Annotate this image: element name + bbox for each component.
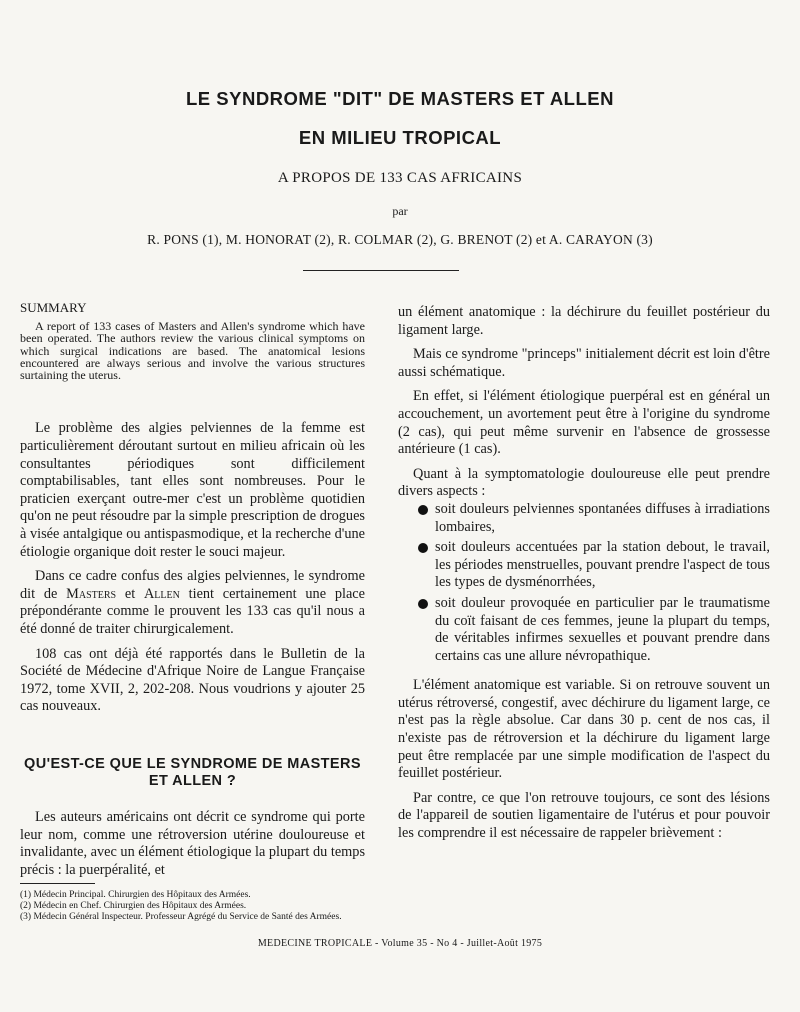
p2-text-b: tient certainement une place prépondérante comme le prouvent les 133 cas qu'il nous a été donné de traiter chirurgicalement.: [20, 585, 365, 638]
footnote-divider: [20, 883, 95, 884]
footnote-2: (2) Médecin en Chef. Chirurgien des Hôpitaux des Armées.: [20, 901, 247, 911]
bullet-icon: [418, 599, 428, 609]
article-title-line-1: LE SYNDROME "DIT" DE MASTERS ET ALLEN: [186, 88, 614, 109]
title-divider: [303, 270, 459, 271]
author-allen: Allen: [143, 585, 180, 602]
p2-text-et: et: [116, 585, 144, 602]
author-masters: Masters: [66, 585, 117, 602]
right-paragraph-1: un élément anatomique : la déchirure du feuillet postérieur du ligament large.: [398, 304, 770, 338]
article-title-line-2: EN MILIEU TROPICAL: [298, 127, 502, 148]
left-paragraph-1: Le problème des algies pelviennes de la femme est particulièrement déroutant surtout en milieu africain où les consultantes périodiques sont difficilement comptabilisables, tant elles sont nombreuses. Pour le praticien exerçant outre-mer c'est un problème quotidien qu'on ne peut résoudre par la simple prescription de drogues à visée antalgique ou antispasmodique, et la recherche d'une étiologie organique doit rester le souci majeur.: [20, 420, 365, 560]
section-heading: [20, 756, 365, 790]
list-item-text: soit douleurs pelviennes spontanées diffuses à irradiations lombaires,: [435, 500, 770, 535]
left-paragraph-3: 108 cas ont déjà été rapportés dans le Bulletin de la Société de Médecine d'Afrique Noire de Langue Française 1972, tome XVII, 2, 202-208. Nous voudrions y ajouter 25 cas nouveaux.: [20, 645, 365, 715]
right-column: [398, 304, 770, 843]
right-paragraph-5: L'élément anatomique est variable. Si on retrouve souvent un utérus rétroversé, congestif, avec déchirure du ligament large, ce n'est pas la règle absolue. Car dans 30 p. cent de nos cas, il n'existe pas de rétroversion et la déchirure du ligament large peut être remplacée par une simple modification de l'aspect du feuillet postérieur.: [398, 677, 770, 782]
footnote-1: (1) Médecin Principal. Chirurgien des Hôpitaux des Armées.: [20, 890, 251, 900]
list-item: [398, 539, 770, 592]
list-item-text: soit douleur provoquée en particulier par le traumatisme du coït faisant de ces femmes, jeune la plupart du temps, de véritables infirmes sexuelles et pouvant prendre dans certains cas une allure névropathique.: [435, 594, 770, 664]
right-paragraph-3: En effet, si l'élément étiologique puerpéral est en général un accouchement, un avortement peut être à l'origine du syndrome (2 cas), qui peut même survenir en l'absence de grossesse antérieure (1 cas).: [398, 388, 770, 458]
list-item: [398, 595, 770, 665]
footnote-3: (3) Médecin Général Inspecteur. Professeur Agrégé du Service de Santé des Armées.: [20, 912, 342, 922]
journal-footer: MEDECINE TROPICALE - Volume 35 - No 4 - Juillet-Août 1975: [257, 938, 543, 949]
left-column: [20, 300, 365, 879]
symptom-list: [398, 501, 770, 665]
list-item-text: soit douleurs accentuées par la station debout, le travail, les périodes menstruelles, pouvant prendre l'aspect de tous les types de dysménorrhées,: [435, 539, 770, 591]
summary-text: A report of 133 cases of Masters and Allen's syndrome which have been operated. The authors review the various clinical symptoms on which surgical indications are based. The anatomical lesions encountered are always serious and involve the various structures surtaining the uterus.: [20, 319, 365, 383]
bullet-icon: [418, 505, 428, 515]
authors-line: R. PONS (1), M. HONORAT (2), R. COLMAR (2), G. BRENOT (2) et A. CARAYON (3): [147, 232, 653, 247]
section-heading-line-1: QU'EST-CE QUE LE SYNDROME DE MASTERS: [24, 755, 361, 772]
bullet-icon: [418, 543, 428, 553]
by-label: par: [392, 204, 408, 218]
p2-text-a: Dans ce cadre confus des algies pelviennes, le syndrome dit de: [20, 568, 365, 602]
footnotes: [20, 890, 580, 923]
right-paragraph-4: Quant à la symptomatologie douloureuse elle peut prendre divers aspects :: [398, 465, 770, 500]
summary-heading: SUMMARY: [20, 300, 87, 315]
right-paragraph-6: Par contre, ce que l'on retrouve toujours, ce sont des lésions de l'appareil de soutien ligamentaire de l'utérus et pour pouvoir les comprendre il est nécessaire de rappeler brièvement :: [398, 789, 770, 842]
list-item: [398, 501, 770, 536]
section-heading-line-2: ET ALLEN ?: [148, 772, 237, 789]
right-paragraph-2: Mais ce syndrome "princeps" initialement décrit est loin d'être aussi schématique.: [398, 346, 770, 380]
article-subtitle: A PROPOS DE 133 CAS AFRICAINS: [277, 170, 523, 186]
left-paragraph-2: [20, 568, 365, 638]
left-paragraph-4: Les auteurs américains ont décrit ce syndrome qui porte leur nom, comme une rétroversion utérine douloureuse et invalidante, avec un élément étiologique la plupart du temps précis : la puerpéralité, et: [20, 808, 366, 878]
